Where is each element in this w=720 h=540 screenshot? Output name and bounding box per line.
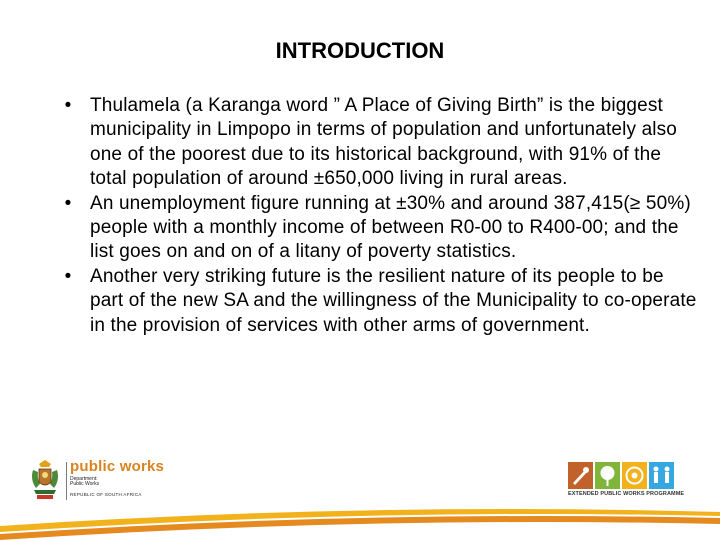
department-name: Public Works: [70, 481, 100, 487]
bullet-text: Thulamela (a Karanga word ” A Place of Giving Birth” is the biggest municipality in Limpopo in terms of population and unfortunately also one of the poorest due to its historical background, with 91% of the total population of around ±650,000 living in rural areas.: [90, 95, 678, 190]
bullet-list: [58, 94, 698, 338]
public-works-logo: [28, 458, 165, 504]
footer-swoosh: [0, 500, 720, 540]
environment-icon: [595, 462, 620, 489]
epwp-label: EXTENDED PUBLIC WORKS PROGRAMME: [568, 491, 685, 497]
bullet-marker: •: [64, 192, 72, 214]
bullet-item: [58, 265, 698, 338]
economic-icon: [622, 462, 647, 489]
public-works-name: public works: [70, 458, 165, 475]
coat-of-arms-icon: [28, 458, 62, 502]
bullet-marker: •: [64, 265, 72, 287]
country-label: REPUBLIC OF SOUTH AFRICA: [70, 492, 142, 497]
bullet-item: [58, 94, 698, 192]
epwp-logo: [568, 462, 706, 502]
epwp-icons: [568, 462, 674, 490]
department-label: Department:: [70, 476, 98, 482]
bullet-marker: •: [64, 95, 72, 116]
bullet-item: [58, 192, 698, 265]
slide-title: INTRODUCTION: [275, 38, 445, 63]
logo-divider: [66, 462, 67, 500]
social-icon: [649, 462, 674, 489]
construction-icon: [568, 462, 593, 489]
bullet-text: Another very striking future is the resilient nature of its people to be part of the new SA and the willingness of the Municipality to co-operate in the provision of services with other arms of government.: [90, 265, 697, 336]
bullet-text: An unemployment figure running at ±30% and around 387,415(≥ 50%) people with a monthly income of between R0-00 to R400-00; and the list goes on and on of a litany of poverty statistics.: [90, 192, 691, 263]
